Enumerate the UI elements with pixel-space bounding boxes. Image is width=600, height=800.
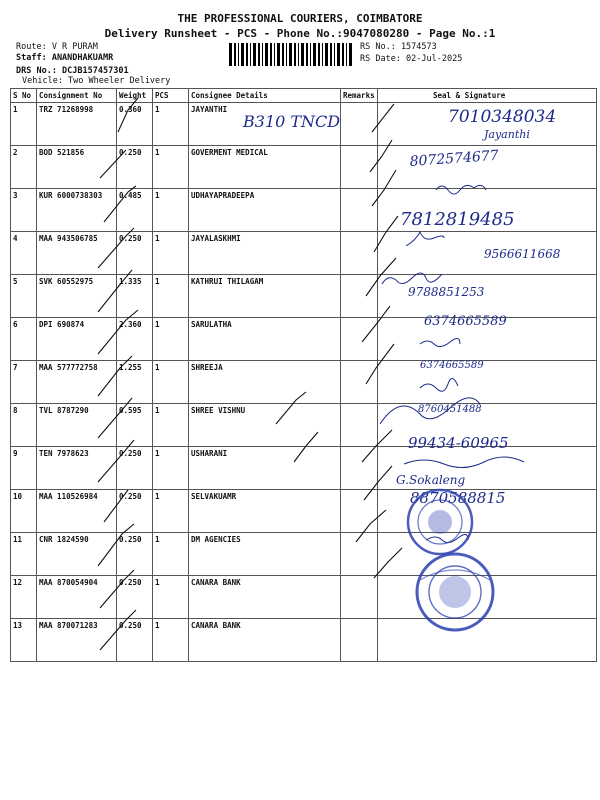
table-row <box>11 361 597 404</box>
cell-pcs: 1 <box>153 619 189 662</box>
rs-number: RS No.: 1574573 <box>360 42 437 52</box>
cell-remarks <box>341 232 378 275</box>
cell-signature <box>378 490 597 533</box>
cell-cn: KUR 6000738303 <box>37 189 117 232</box>
handwritten-phone-2: 8072574677 <box>409 147 500 170</box>
header-consignee: Consignee Details <box>189 89 341 103</box>
cell-weight: 0.250 <box>117 576 153 619</box>
cell-signature <box>378 361 597 404</box>
cell-signature <box>378 533 597 576</box>
cell-cn: MAA 577772758 <box>37 361 117 404</box>
cell-consignee: DM AGENCIES <box>189 533 341 576</box>
cell-remarks <box>341 576 378 619</box>
handwritten-phone-4: 9566611668 <box>484 247 561 261</box>
handwritten-phone-7: 6374665589 <box>420 360 484 371</box>
cell-cn: SVK 60552975 <box>37 275 117 318</box>
table-row <box>11 533 597 576</box>
cell-sno: 5 <box>11 275 37 318</box>
cell-remarks <box>341 275 378 318</box>
cell-cn: BOD 521856 <box>37 146 117 189</box>
cell-signature <box>378 275 597 318</box>
runsheet-subtitle: Delivery Runsheet - PCS - Phone No.:9047080280 - Page No.:1 <box>104 27 496 40</box>
handwritten-phone-10: 8870588815 <box>410 489 506 507</box>
table-row <box>11 447 597 490</box>
cell-remarks <box>341 189 378 232</box>
table-row <box>11 189 597 232</box>
cell-remarks <box>341 619 378 662</box>
cell-weight: 0.485 <box>117 189 153 232</box>
cell-pcs: 1 <box>153 275 189 318</box>
handwritten-phone-3: 7812819485 <box>400 209 515 230</box>
cell-sno: 9 <box>11 447 37 490</box>
rs-date: RS Date: 02-Jul-2025 <box>360 54 463 64</box>
cell-pcs: 1 <box>153 447 189 490</box>
cell-weight: 1.255 <box>117 361 153 404</box>
cell-sno: 12 <box>11 576 37 619</box>
cell-consignee: KATHRUI THILAGAM <box>189 275 341 318</box>
cell-sno: 8 <box>11 404 37 447</box>
cell-consignee: SELVAKUAMR <box>189 490 341 533</box>
cell-weight: 0.250 <box>117 232 153 275</box>
header-signature: Seal & Signature <box>378 89 597 103</box>
cell-signature <box>378 619 597 662</box>
cell-pcs: 1 <box>153 490 189 533</box>
cell-cn: TRZ 71268998 <box>37 103 117 146</box>
cell-consignee: USHARANI <box>189 447 341 490</box>
cell-remarks <box>341 447 378 490</box>
cell-consignee: JAYALASKHMI <box>189 232 341 275</box>
cell-cn: CNR 1824590 <box>37 533 117 576</box>
cell-signature <box>378 146 597 189</box>
cell-signature <box>378 318 597 361</box>
cell-sno: 7 <box>11 361 37 404</box>
cell-sno: 10 <box>11 490 37 533</box>
cell-sno: 3 <box>11 189 37 232</box>
cell-pcs: 1 <box>153 146 189 189</box>
header-consignment: Consignment No <box>37 89 117 103</box>
cell-weight: 0.250 <box>117 447 153 490</box>
table-row <box>11 490 597 533</box>
cell-signature <box>378 103 597 146</box>
cell-signature <box>378 189 597 232</box>
cell-remarks <box>341 490 378 533</box>
cell-remarks <box>341 533 378 576</box>
cell-cn: DPI 690874 <box>37 318 117 361</box>
barcode-icon <box>229 43 353 66</box>
cell-pcs: 1 <box>153 189 189 232</box>
consignment-table <box>10 88 597 662</box>
cell-remarks <box>341 404 378 447</box>
cell-signature <box>378 404 597 447</box>
cell-pcs: 1 <box>153 103 189 146</box>
handwritten-name-1: Jayanthi <box>484 128 530 141</box>
company-title: THE PROFESSIONAL COURIERS, COIMBATORE <box>177 12 423 25</box>
table-row <box>11 318 597 361</box>
route-label: Route: V R PURAM <box>16 42 98 52</box>
cell-sno: 6 <box>11 318 37 361</box>
cell-signature <box>378 447 597 490</box>
cell-pcs: 1 <box>153 361 189 404</box>
table-header-row <box>11 89 597 103</box>
cell-weight: 0.595 <box>117 404 153 447</box>
cell-sno: 1 <box>11 103 37 146</box>
table-row <box>11 404 597 447</box>
cell-weight: 0.360 <box>117 103 153 146</box>
cell-sno: 13 <box>11 619 37 662</box>
table-row <box>11 275 597 318</box>
cell-consignee: CANARA BANK <box>189 576 341 619</box>
cell-remarks <box>341 103 378 146</box>
cell-cn: TVL 8787290 <box>37 404 117 447</box>
table-row <box>11 146 597 189</box>
cell-cn: TEN 7978623 <box>37 447 117 490</box>
staff-label: Staff: ANANDHAKUAMR <box>16 53 114 63</box>
cell-weight: 0.250 <box>117 146 153 189</box>
vehicle-label: Vehicle: Two Wheeler Delivery <box>22 76 171 86</box>
cell-sno: 2 <box>11 146 37 189</box>
cell-cn: MAA 110526984 <box>37 490 117 533</box>
cell-cn: MAA 943506785 <box>37 232 117 275</box>
cell-signature <box>378 576 597 619</box>
cell-weight: 2.360 <box>117 318 153 361</box>
cell-consignee: UDHAYAPRADEEPA <box>189 189 341 232</box>
handwritten-phone-1: 7010348034 <box>448 107 557 127</box>
header-pcs: PCS <box>153 89 189 103</box>
cell-consignee: JAYANTHI <box>189 103 341 146</box>
drs-number: DRS No.: DCJB157457301 <box>16 66 129 76</box>
handwritten-remark: B310 TNCD <box>243 112 341 131</box>
table-row <box>11 232 597 275</box>
cell-weight: 0.250 <box>117 490 153 533</box>
cell-pcs: 1 <box>153 576 189 619</box>
handwritten-name-10: G.Sokaleng <box>396 473 466 487</box>
cell-pcs: 1 <box>153 232 189 275</box>
cell-signature <box>378 232 597 275</box>
cell-pcs: 1 <box>153 318 189 361</box>
cell-pcs: 1 <box>153 533 189 576</box>
handwritten-phone-6: 6374665589 <box>424 314 507 329</box>
cell-consignee: CANARA BANK <box>189 619 341 662</box>
header-weight: Weight <box>117 89 153 103</box>
cell-consignee: GOVERMENT MEDICAL <box>189 146 341 189</box>
header-remarks: Remarks <box>341 89 378 103</box>
cell-cn: MAA 870071283 <box>37 619 117 662</box>
cell-consignee: SARULATHA <box>189 318 341 361</box>
table-row <box>11 576 597 619</box>
cell-weight: 1.335 <box>117 275 153 318</box>
cell-sno: 11 <box>11 533 37 576</box>
handwritten-phone-8: 8760451488 <box>418 404 482 415</box>
handwritten-phone-5: 9788851253 <box>408 285 485 299</box>
cell-remarks <box>341 146 378 189</box>
table-row <box>11 619 597 662</box>
cell-cn: MAA 870054904 <box>37 576 117 619</box>
cell-weight: 0.250 <box>117 619 153 662</box>
header-sno: S No <box>11 89 37 103</box>
cell-pcs: 1 <box>153 404 189 447</box>
cell-remarks <box>341 361 378 404</box>
cell-consignee: SHREEJA <box>189 361 341 404</box>
cell-consignee: SHREE VISHNU <box>189 404 341 447</box>
handwritten-phone-9: 99434-60965 <box>408 434 509 452</box>
table-row <box>11 103 597 146</box>
cell-weight: 0.250 <box>117 533 153 576</box>
cell-remarks <box>341 318 378 361</box>
cell-sno: 4 <box>11 232 37 275</box>
